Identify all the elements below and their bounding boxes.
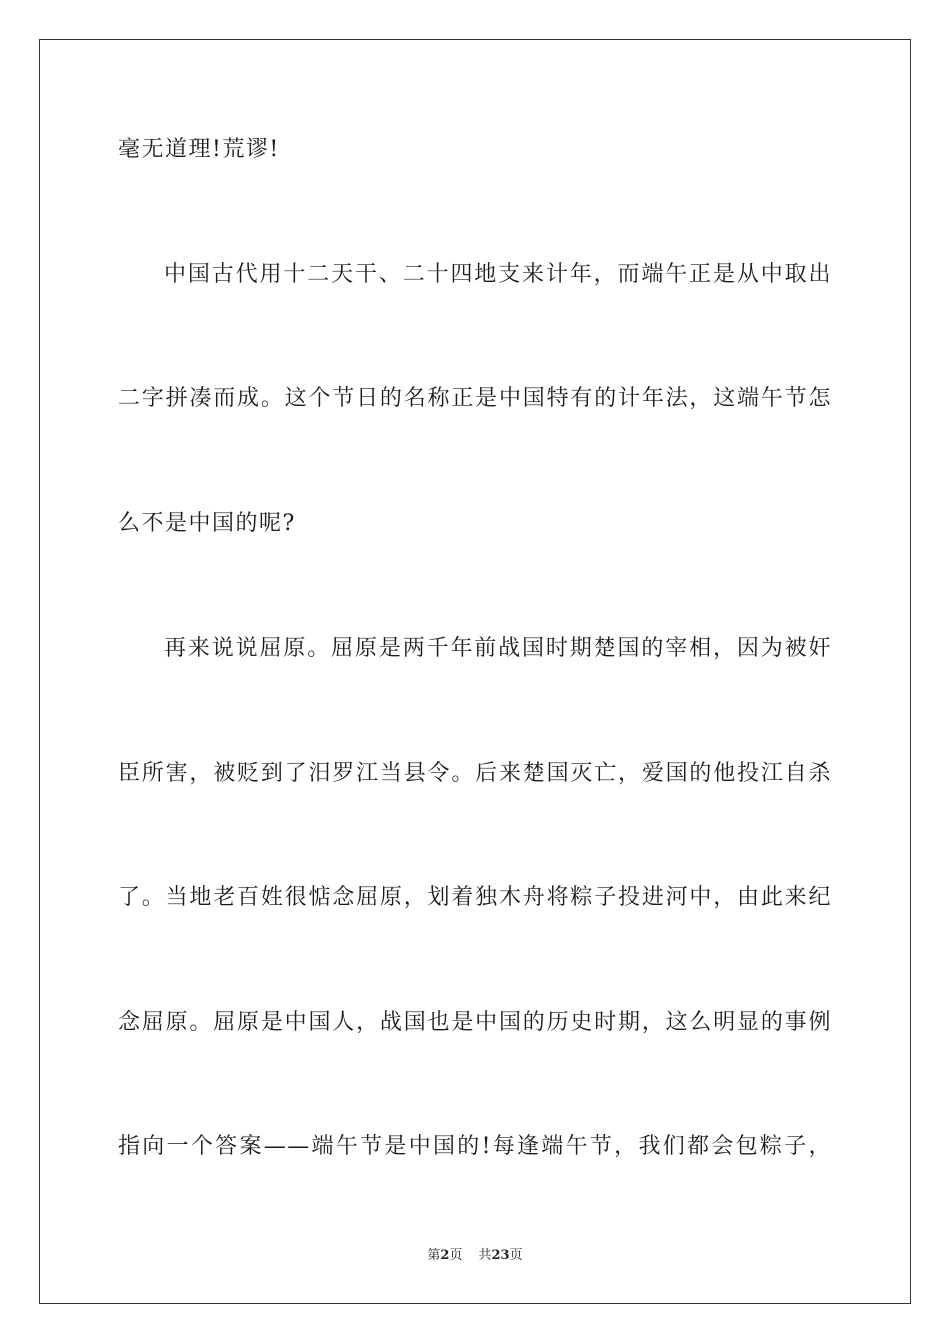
text-line-9: 指向一个答案——端午节是中国的!每逢端午节，我们都会包粽子， (118, 1134, 832, 1159)
text-line-8: 念屈原。屈原是中国人，战国也是中国的历史时期，这么明显的事例 (118, 1010, 832, 1035)
text-line-3: 二字拼凑而成。这个节日的名称正是中国特有的计年法，这端午节怎 (118, 386, 832, 411)
page-footer (0, 1247, 950, 1265)
text-line-2: 中国古代用十二天干、二十四地支来计年，而端午正是从中取出 (164, 262, 832, 287)
page-prefix: 第 (427, 1248, 441, 1263)
page-suffix: 页 (449, 1248, 463, 1263)
text-line-7: 了。当地老百姓很惦念屈原，划着独木舟将粽子投进河中，由此来纪 (118, 885, 832, 910)
text-line-4: 么不是中国的呢? (118, 511, 296, 536)
total-prefix: 共 (478, 1248, 492, 1263)
text-line-5: 再来说说屈原。屈原是两千年前战国时期楚国的宰相，因为被奸 (164, 636, 832, 661)
page-number: 2 (440, 1248, 450, 1263)
page-border (39, 39, 911, 1304)
total-pages: 23 (491, 1248, 510, 1263)
text-line-1: 毫无道理!荒谬! (118, 137, 280, 162)
total-suffix: 页 (509, 1248, 523, 1263)
text-line-6: 臣所害，被贬到了汨罗江当县令。后来楚国灭亡，爱国的他投江自杀 (118, 761, 832, 786)
